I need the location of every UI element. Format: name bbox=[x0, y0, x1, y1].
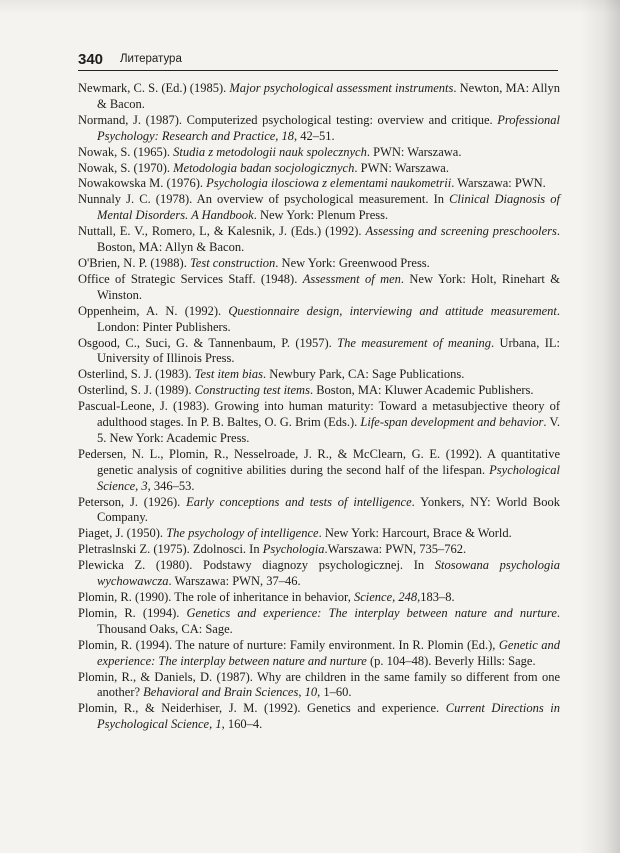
reference-entry bbox=[78, 176, 560, 192]
reference-source: . Urbana, IL: University of Illinois Press. bbox=[97, 335, 560, 366]
reference-entry bbox=[78, 224, 560, 256]
reference-source: , 160–4. bbox=[221, 717, 263, 732]
reference-title: Psychological Science, 3 bbox=[97, 462, 560, 493]
reference-title: Clinical Diagnosis of Mental Disorders. A Handbook bbox=[97, 192, 561, 223]
reference-entry bbox=[78, 447, 560, 495]
reference-title: The measurement of meaning bbox=[337, 335, 491, 350]
reference-entry bbox=[78, 272, 560, 304]
reference-entry bbox=[78, 192, 560, 224]
page-edge-shadow bbox=[580, 0, 620, 853]
reference-source: . PWN: Warszawa. bbox=[354, 160, 449, 175]
reference-text: Osgood, C., Suci, G. & Tannenbaum, P. (1957). bbox=[78, 335, 338, 350]
reference-title: Genetics and experience: The interplay between nature and nurture bbox=[186, 605, 557, 620]
running-head bbox=[78, 50, 558, 71]
reference-text: Office of Strategic Services Staff. (1948). bbox=[78, 271, 303, 286]
reference-title: Assessment of men bbox=[302, 271, 401, 286]
reference-source: . Thousand Oaks, CA: Sage. bbox=[97, 605, 561, 636]
reference-text: Plewicka Z. (1980). Podstawy diagnozy psychologicznej. In bbox=[78, 558, 435, 573]
reference-source: . PWN: Warszawa. bbox=[366, 144, 462, 159]
reference-entry bbox=[78, 558, 560, 590]
reference-entry bbox=[78, 590, 560, 606]
reference-text: Nunnaly J. C. (1978). An overview of psychological measurement. In bbox=[78, 192, 450, 207]
reference-text: Plomin, R., & Neiderhiser, J. M. (1992). Genetics and experience. bbox=[78, 701, 446, 716]
reference-entry bbox=[78, 367, 560, 383]
reference-source: , 42–51. bbox=[294, 128, 335, 143]
reference-text: Osterlind, S. J. (1989). bbox=[78, 383, 195, 398]
reference-source: . Boston, MA: Allyn & Bacon. bbox=[97, 224, 561, 255]
reference-title: Current Directions in Psychological Science, 1 bbox=[97, 701, 560, 732]
reference-entry bbox=[78, 701, 560, 733]
reference-source: .Warszawa: PWN, 735–762. bbox=[324, 542, 467, 557]
reference-source: , 346–53. bbox=[147, 478, 195, 493]
reference-text: Oppenheim, A. N. (1992). bbox=[78, 303, 229, 318]
reference-source: . New York: Harcourt, Brace & World. bbox=[318, 526, 512, 541]
reference-source: . Warszawa: PWN. bbox=[451, 176, 546, 191]
reference-entry bbox=[78, 161, 560, 177]
reference-title: Behavioral and Brain Sciences, 10 bbox=[143, 685, 318, 700]
reference-source: . Yonkers, NY: World Book Company. bbox=[97, 494, 560, 525]
reference-entry bbox=[78, 81, 560, 113]
reference-list bbox=[78, 81, 560, 733]
reference-title: Studia z metodologii nauk spolecznych bbox=[173, 144, 367, 159]
page-number: 340 bbox=[78, 51, 104, 68]
reference-source: . London: Pinter Publishers. bbox=[97, 303, 560, 334]
reference-title: Assessing and screening preschoolers bbox=[365, 224, 557, 239]
reference-text: Pletraslnski Z. (1975). Zdolnosci. In bbox=[78, 542, 263, 557]
reference-entry bbox=[78, 399, 560, 447]
reference-text: Nowak, S. (1970). bbox=[78, 160, 174, 175]
reference-title: Major psychological assessment instruments bbox=[229, 81, 454, 95]
reference-title: Metodologia badan socjologicznych bbox=[173, 160, 355, 175]
reference-entry bbox=[78, 336, 560, 368]
reference-title: Questionnaire design, interviewing and attitude measurement bbox=[228, 303, 557, 318]
reference-title: Constructing test items bbox=[194, 383, 310, 398]
reference-source: . New York: Greenwood Press. bbox=[275, 255, 430, 270]
reference-title: Early conceptions and tests of intelligence bbox=[186, 494, 412, 509]
reference-source: . New York: Holt, Rinehart & Winston. bbox=[97, 271, 560, 302]
reference-entry bbox=[78, 670, 560, 702]
reference-title: Stosowana psychologia wychowawcza bbox=[97, 558, 560, 589]
reference-title: Test construction bbox=[189, 255, 276, 270]
reference-text: Normand, J. (1987). Computerized psychological testing: overview and critique. bbox=[78, 112, 498, 127]
reference-text: Nowakowska M. (1976). bbox=[78, 176, 207, 191]
reference-title: Life-span development and behavior bbox=[360, 415, 544, 430]
reference-title: Test item bias bbox=[194, 367, 263, 382]
reference-title: Psychologia bbox=[262, 542, 325, 557]
reference-source: . Newton, MA: Allyn & Bacon. bbox=[97, 81, 560, 111]
reference-entry bbox=[78, 526, 560, 542]
reference-source: . Boston, MA: Kluwer Academic Publishers. bbox=[309, 383, 534, 398]
reference-title: The psychology of intelligence bbox=[166, 526, 319, 541]
reference-text: Newmark, C. S. (Ed.) (1985). bbox=[78, 81, 230, 95]
reference-source: (p. 104–48). Beverly Hills: Sage. bbox=[366, 653, 536, 668]
reference-text: Piaget, J. (1950). bbox=[78, 526, 167, 541]
reference-text: Peterson, J. (1926). bbox=[78, 494, 187, 509]
reference-entry bbox=[78, 145, 560, 161]
reference-entry bbox=[78, 638, 560, 670]
reference-text: Plomin, R. (1990). The role of inheritance in behavior, bbox=[78, 590, 354, 604]
reference-text: Pedersen, N. L., Plomin, R., Nesselroade, J. R., & McClearn, G. E. (1992). A quantitative genetic analysis of cognitive abilities during the second half of the lifespan. bbox=[78, 446, 560, 477]
reference-text: Plomin, R., & Daniels, D. (1987). Why are children in the same family so different from one another? bbox=[78, 669, 560, 700]
reference-source: , 1–60. bbox=[317, 685, 352, 700]
reference-text: Plomin, R. (1994). bbox=[78, 605, 187, 620]
reference-entry bbox=[78, 256, 560, 272]
reference-text: Nowak, S. (1965). bbox=[78, 144, 174, 159]
reference-entry bbox=[78, 606, 560, 638]
reference-title: Professional Psychology: Research and Practice, 18 bbox=[97, 112, 560, 143]
reference-text: Nuttall, E. V., Romero, L, & Kalesnik, J. (Eds.) (1992). bbox=[78, 224, 366, 239]
running-head-title: Литература bbox=[120, 53, 182, 65]
reference-source: . V. 5. New York: Academic Press. bbox=[97, 415, 560, 445]
reference-source: . Warszawa: PWN, 37–46. bbox=[168, 574, 301, 589]
reference-source: ,183–8. bbox=[417, 590, 455, 604]
reference-title: Psychologia ilosciowa z elementami naukometrii bbox=[206, 176, 452, 191]
reference-source: . Newbury Park, CA: Sage Publications. bbox=[262, 367, 465, 382]
reference-entry bbox=[78, 542, 560, 558]
reference-source: . New York: Plenum Press. bbox=[253, 208, 389, 223]
reference-text: O'Brien, N. P. (1988). bbox=[78, 255, 190, 270]
reference-text: Plomin, R. (1994). The nature of nurture: Family environment. In R. Plomin (Ed.), bbox=[78, 637, 499, 652]
reference-text: Osterlind, S. J. (1983). bbox=[78, 367, 195, 382]
reference-entry bbox=[78, 495, 560, 527]
reference-entry bbox=[78, 304, 560, 336]
reference-title: Science, 248 bbox=[353, 590, 418, 604]
reference-entry bbox=[78, 383, 560, 399]
reference-entry bbox=[78, 113, 560, 145]
reference-text: Pascual-Leone, J. (1983). Growing into human maturity: Toward a metasubjective theory of adulthood stages. In P. B. Baltes, O. G. Brim (Eds.). bbox=[78, 399, 560, 430]
reference-title: Genetic and experience: The interplay between nature and nurture bbox=[97, 637, 560, 668]
page-top-shade bbox=[0, 0, 620, 14]
